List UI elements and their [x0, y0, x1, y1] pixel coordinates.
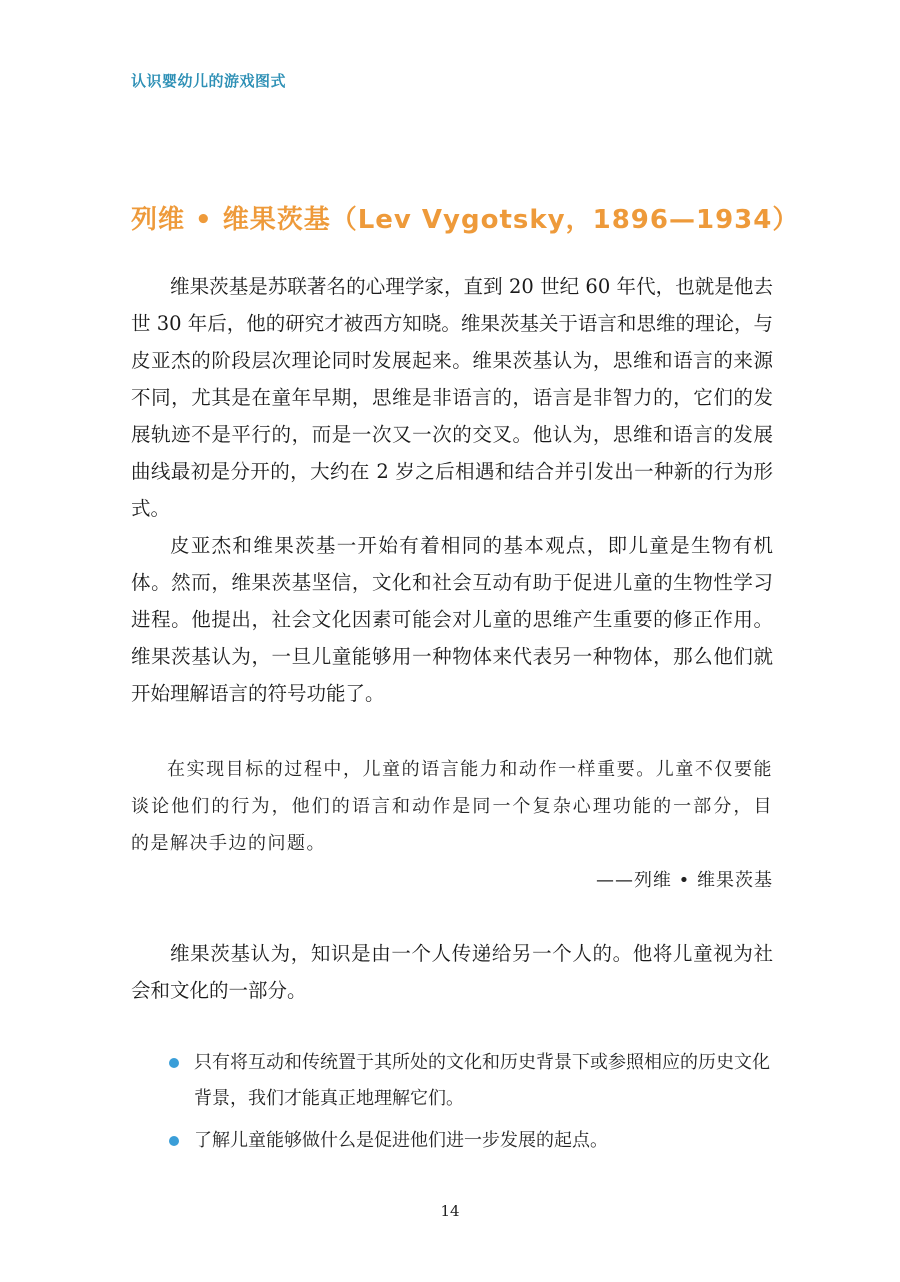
list-item-text: 只有将互动和传统置于其所处的文化和历史背景下或参照相应的历史文化背景，我们才能真正地理解它们。 [194, 1052, 770, 1109]
quote-attribution: ——列维 • 维果茨基 [595, 870, 773, 891]
bullet-dot-icon [169, 1058, 179, 1068]
list-item [131, 1045, 773, 1117]
section-title: 列维 • 维果茨基（Lev Vygotsky，1896—1934） [131, 205, 800, 235]
block-quote: 在实现目标的过程中，儿童的语言能力和动作一样重要。儿童不仅要能谈论他们的行为，他们的语言和动作是同一个复杂心理功能的一部分，目的是解决手边的问题。 [131, 759, 773, 854]
page-number: 14 [440, 1202, 460, 1220]
list-item [131, 1123, 773, 1159]
bullet-list [131, 1045, 773, 1165]
body-paragraph-2: 皮亚杰和维果茨基一开始有着相同的基本观点，即儿童是生物有机体。然而，维果茨基坚信，文化和社会互动有助于促进儿童的生物性学习进程。他提出，社会文化因素可能会对儿童的思维产生重要的修正作用。维果茨基认为，一旦儿童能够用一种物体来代表另一种物体，那么他们就开始理解语言的符号功能了。 [131, 534, 773, 705]
bullet-dot-icon [169, 1136, 179, 1146]
running-header: 认识婴幼儿的游戏图式 [131, 72, 287, 90]
body-paragraph-3: 维果茨基认为，知识是由一个人传递给另一个人的。他将儿童视为社会和文化的一部分。 [131, 942, 773, 1002]
body-paragraph-1: 维果茨基是苏联著名的心理学家，直到 20 世纪 60 年代，也就是他去世 30 年后，他的研究才被西方知晓。维果茨基关于语言和思维的理论，与皮亚杰的阶段层次理论同时发展起来。维果茨基认为，思维和语言的来源不同，尤其是在童年早期，思维是非语言的，语言是非智力的，它们的发展轨迹不是平行的，而是一次又一次的交叉。他认为，思维和语言的发展曲线最初是分开的，大约在 2 岁之后相遇和结合并引发出一种新的行为形式。 [131, 275, 773, 520]
list-item-text: 了解儿童能够做什么是促进他们进一步发展的起点。 [194, 1130, 608, 1151]
